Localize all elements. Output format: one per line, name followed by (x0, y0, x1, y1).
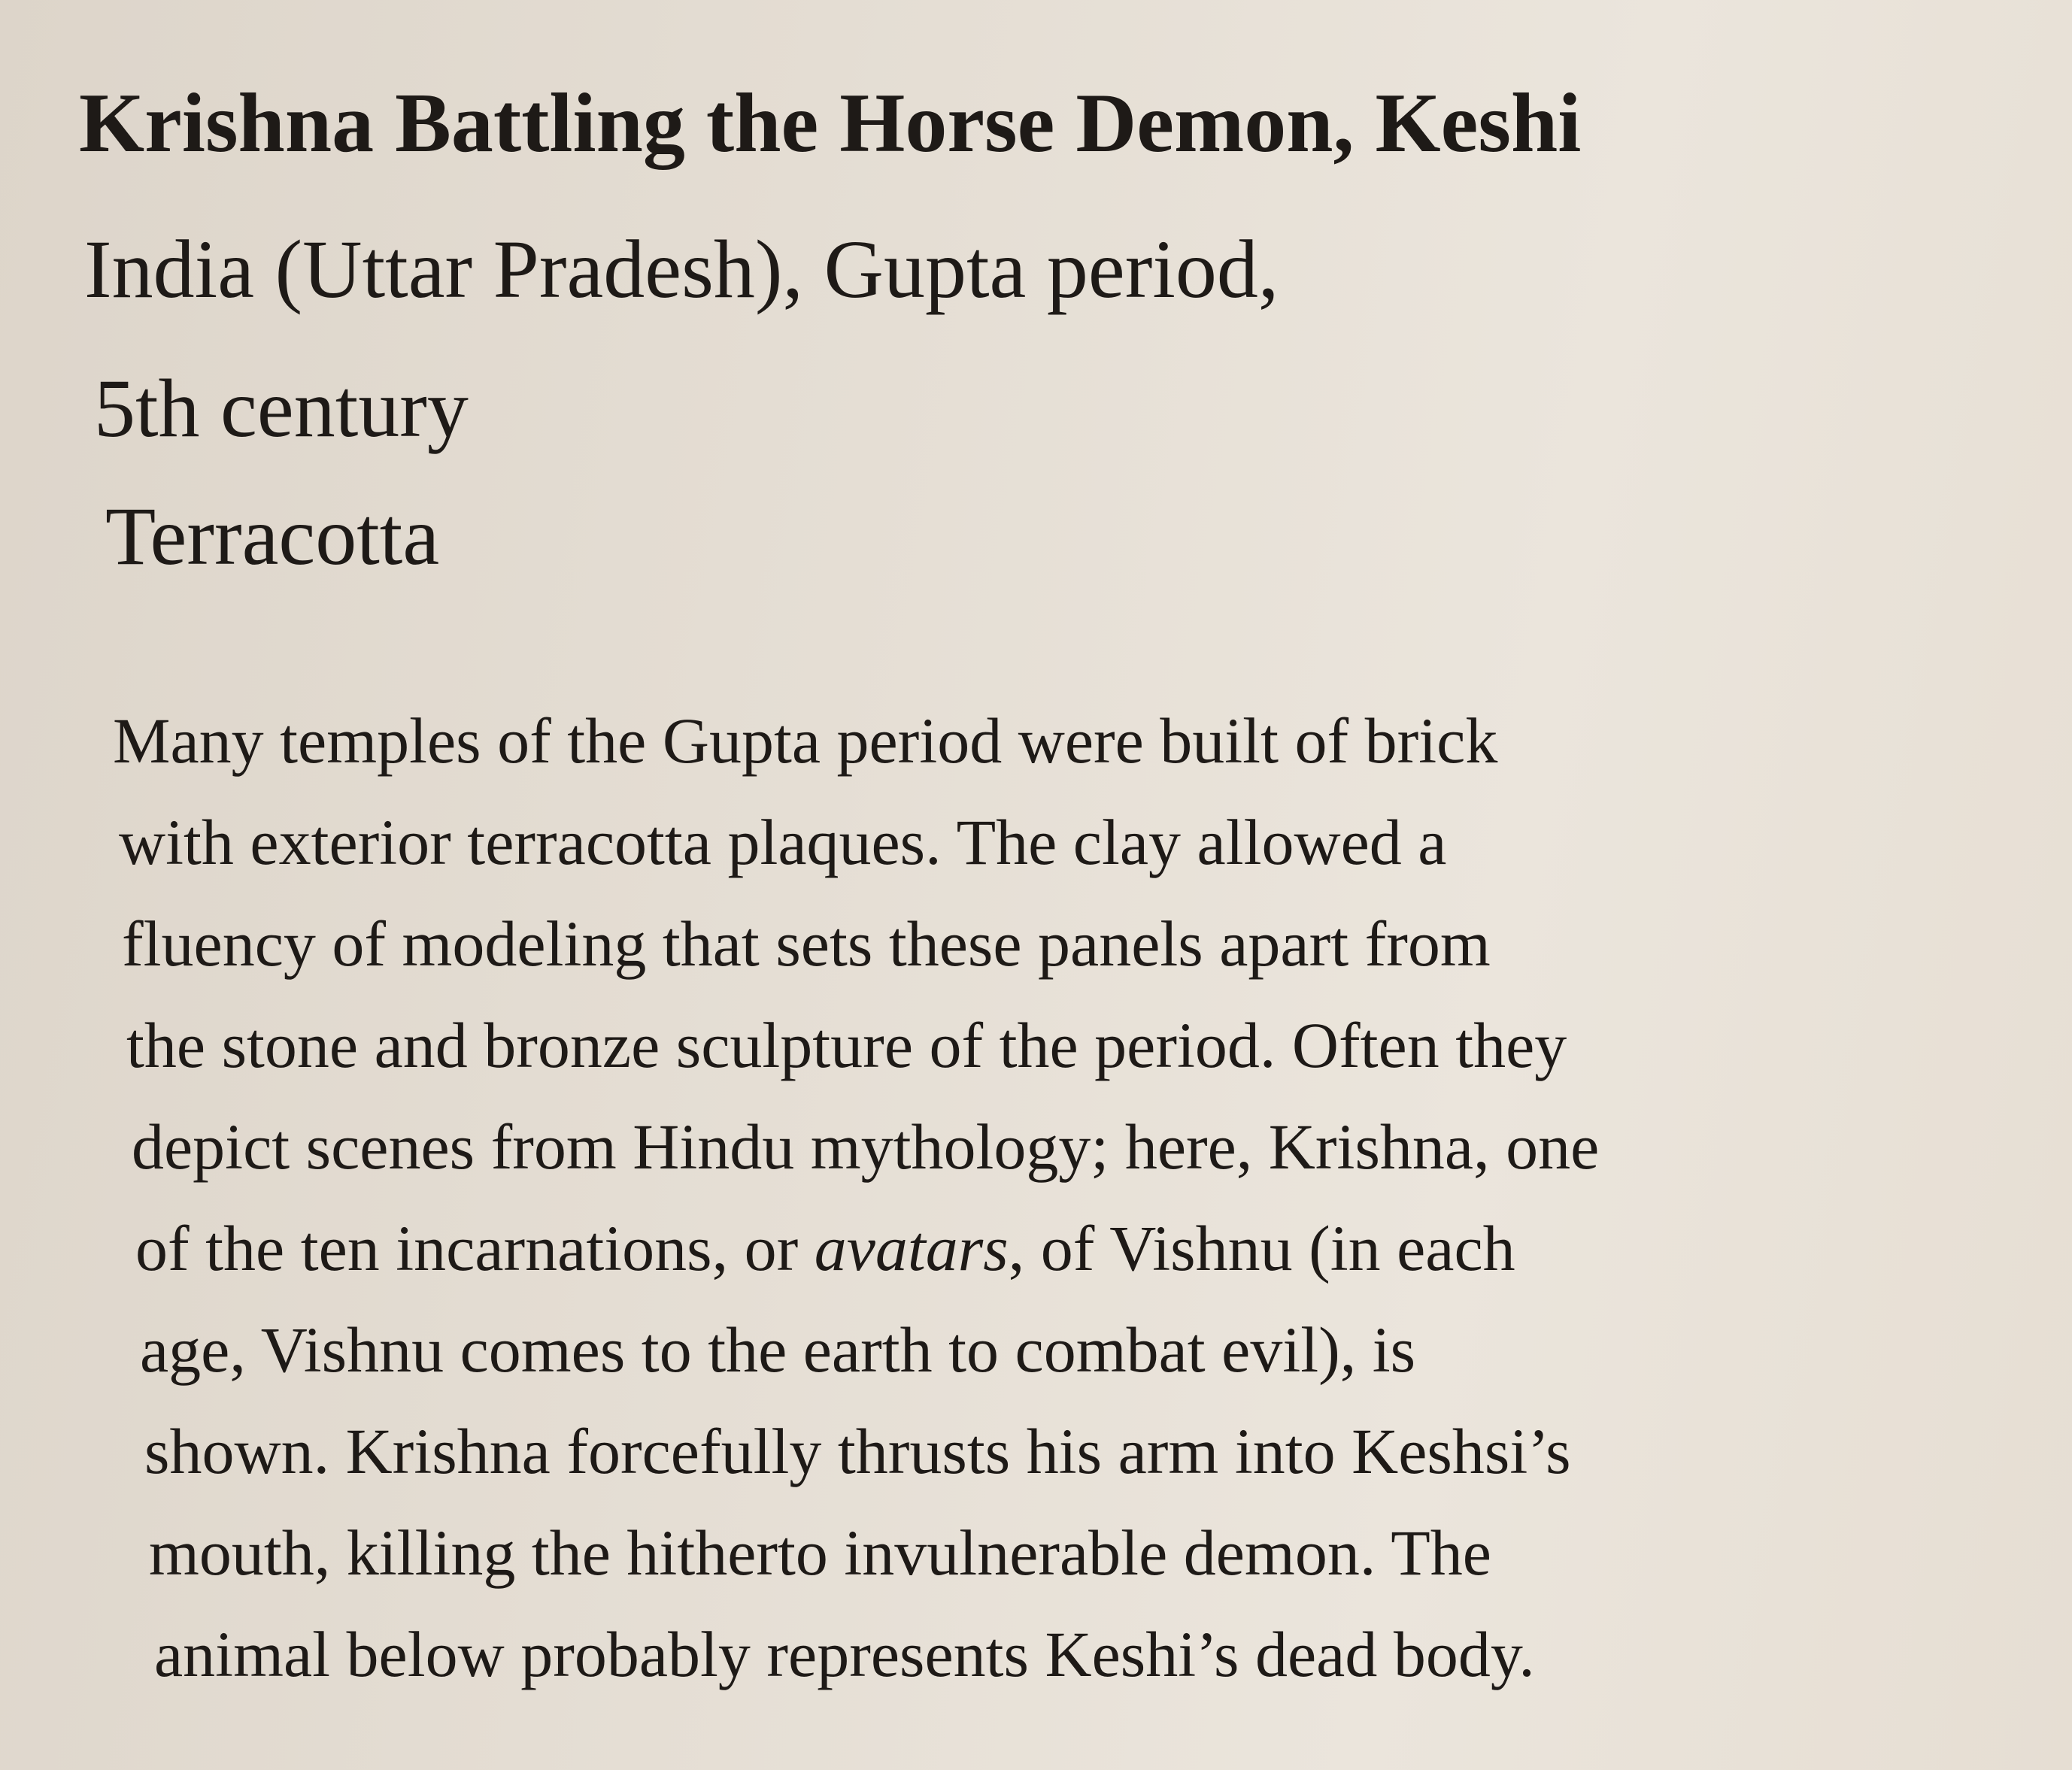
description-line: Many temples of the Gupta period were built of brick (113, 705, 1498, 777)
description-line: mouth, killing the hitherto invulnerable demon. The (149, 1517, 1491, 1589)
description-line (135, 1211, 1515, 1286)
artwork-origin: India (Uttar Pradesh), Gupta period, (84, 223, 1279, 315)
description-line: age, Vishnu comes to the earth to combat evil), is (140, 1314, 1416, 1386)
description-line: with exterior terracotta plaques. The clay allowed a (119, 806, 1447, 878)
description-line: the stone and bronze sculpture of the period. Often they (126, 1009, 1567, 1081)
avatars-italic-term: avatars (814, 1212, 1009, 1284)
description-text: of the ten incarnations, or (135, 1212, 815, 1284)
description-line: fluency of modeling that sets these panels apart from (122, 908, 1491, 980)
description-line: animal below probably represents Keshi’s dead body. (154, 1618, 1535, 1690)
description-line: shown. Krishna forcefully thrusts his arm into Keshsi’s (144, 1415, 1571, 1487)
description-text: , of Vishnu (in each (1008, 1212, 1515, 1284)
artwork-date: 5th century (94, 362, 469, 454)
description-line: depict scenes from Hindu mythology; here, Krishna, one (132, 1111, 1600, 1183)
artwork-title: Krishna Battling the Horse Demon, Keshi (79, 77, 1582, 170)
artwork-medium: Terracotta (105, 490, 440, 582)
